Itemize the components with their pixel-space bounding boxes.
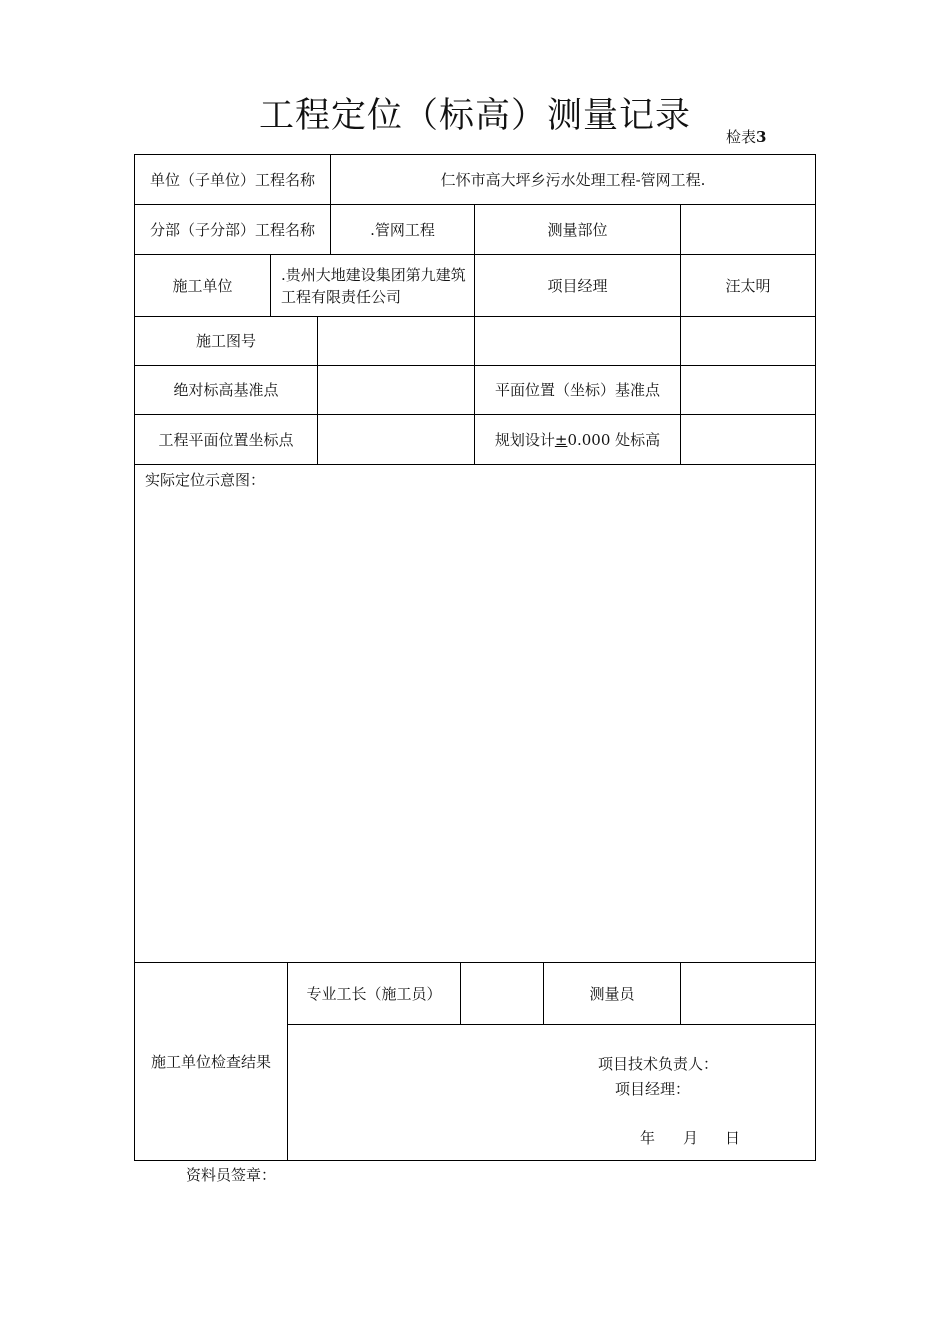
plane-reference-value bbox=[681, 366, 815, 414]
surveyor-value bbox=[681, 963, 815, 1024]
plane-reference-label: 平面位置（坐标）基准点 bbox=[494, 381, 660, 399]
design-elevation-suffix: 0.000 处标高 bbox=[567, 430, 661, 449]
technical-lead-signature-label: 项目技术负责人： bbox=[598, 1055, 719, 1073]
survey-record-table bbox=[134, 154, 816, 1161]
unit-project-value: 仁怀市高大坪乡污水处理工程-管网工程. bbox=[440, 170, 706, 189]
unit-project-label: 单位（子单位）工程名称 bbox=[149, 170, 315, 189]
drawing-number-label: 施工图号 bbox=[195, 332, 256, 350]
foreman-label: 专业工长（施工员） bbox=[306, 984, 442, 1003]
form-number bbox=[726, 126, 766, 147]
form-number-label: 检表 bbox=[726, 128, 757, 146]
plane-coordinate-label: 工程平面位置坐标点 bbox=[158, 430, 294, 449]
plane-coordinate-value bbox=[318, 415, 474, 464]
drawing-number-value bbox=[318, 317, 474, 365]
page-title: 工程定位（标高）测量记录 bbox=[258, 96, 691, 136]
manager-label: 项目经理 bbox=[547, 276, 608, 295]
design-elevation-prefix: 规划设计 bbox=[494, 430, 555, 449]
survey-part-label: 测量部位 bbox=[547, 220, 608, 239]
date-year-label: 年 bbox=[640, 1129, 656, 1147]
contractor-label: 施工单位 bbox=[172, 276, 233, 295]
sub-project-value: .管网工程 bbox=[370, 220, 435, 239]
surveyor-label: 测量员 bbox=[589, 984, 635, 1003]
design-elevation-value bbox=[681, 415, 815, 464]
design-elevation-label bbox=[475, 415, 680, 464]
inspection-result-label: 施工单位检查结果 bbox=[150, 1052, 271, 1071]
archivist-signature-label: 资料员签章： bbox=[186, 1166, 277, 1184]
plus-minus-sign: ± bbox=[554, 430, 568, 449]
manager-value: 汪太明 bbox=[725, 276, 771, 295]
date-day-label: 日 bbox=[725, 1129, 741, 1147]
form-number-value: 3 bbox=[756, 128, 767, 146]
contractor-value: .贵州大地建设集团第九建筑工程有限责任公司 bbox=[281, 265, 466, 306]
foreman-value bbox=[461, 963, 543, 1024]
date-month-label: 月 bbox=[683, 1129, 699, 1147]
absolute-elevation-value bbox=[318, 366, 474, 414]
project-manager-signature-label: 项目经理： bbox=[615, 1080, 691, 1098]
survey-part-value bbox=[681, 205, 815, 254]
sub-project-label: 分部（子分部）工程名称 bbox=[149, 220, 315, 239]
absolute-elevation-label: 绝对标高基准点 bbox=[173, 381, 279, 399]
sketch-label: 实际定位示意图： bbox=[145, 471, 266, 489]
